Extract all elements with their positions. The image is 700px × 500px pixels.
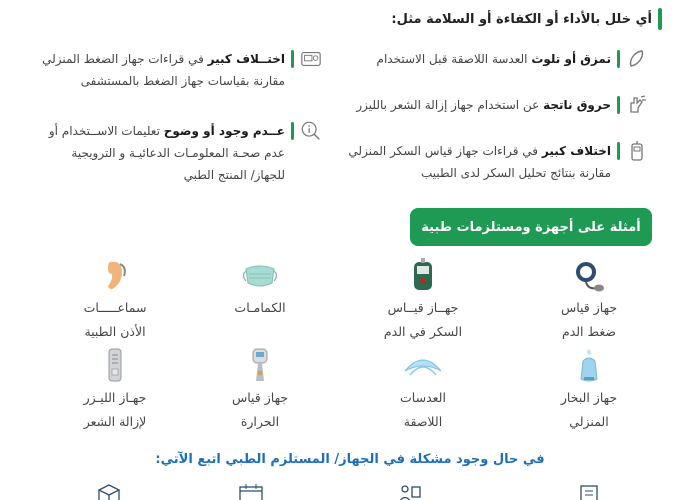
lens-device-icon bbox=[368, 346, 478, 386]
device-hearing-aid bbox=[60, 256, 170, 344]
device-thermometer bbox=[205, 346, 315, 434]
box-icon bbox=[96, 484, 122, 500]
follow-steps-text: في حال وجود مشكلة في الجهاز/ المستلزم الطبي اتبع الآتي: bbox=[155, 452, 545, 467]
issue-text: اختلاف كبير في قراءات جهاز قياس السكر المنزلي مقارنة بنتائج تحليل السكر لدى الطبيب bbox=[348, 144, 611, 180]
issue-glucose-reading bbox=[348, 140, 648, 184]
device-label: الحرارة bbox=[240, 414, 280, 429]
issue-bar bbox=[617, 142, 620, 160]
device-masks bbox=[205, 256, 315, 320]
device-label: جهـاز الليـزر bbox=[83, 390, 147, 405]
device-label: السكر في الدم bbox=[383, 324, 463, 339]
device-label: ضغط الدم bbox=[561, 324, 617, 339]
hand-laser-icon bbox=[626, 94, 648, 116]
thermometer-icon bbox=[205, 346, 315, 386]
device-label: جهاز البخار bbox=[560, 390, 618, 405]
document-icon bbox=[576, 484, 602, 500]
issue-text: عــدم وجود أو وضوح تعليمات الاســتخدام أو عدم صحـة المعلومـات الدعائيـة و الترويجية للجهاز/ المنتج الطبي bbox=[48, 124, 285, 182]
issue-missing-instructions bbox=[49, 120, 322, 186]
bp-device-icon bbox=[534, 256, 644, 296]
device-laser bbox=[60, 346, 170, 434]
device-label: جهاز قياس bbox=[231, 390, 289, 405]
examples-title-pill: أمثلة على أجهزة ومستلزمات طبية bbox=[410, 208, 652, 246]
issue-bar bbox=[617, 96, 620, 114]
calendar-icon bbox=[238, 484, 264, 500]
device-bp-monitor bbox=[534, 256, 644, 344]
issue-bar bbox=[291, 50, 294, 68]
laser-device-icon bbox=[60, 346, 170, 386]
device-label: المنزلي bbox=[569, 414, 609, 429]
issue-bar bbox=[291, 122, 294, 140]
issue-text: حروق ناتجة عن استخدام جهاز إزالة الشعر بالليزر bbox=[356, 98, 611, 112]
issue-bar bbox=[617, 50, 620, 68]
issue-text: تمزق أو تلوث العدسة اللاصقة قبل الاستخدام bbox=[376, 52, 611, 66]
device-label: اللاصقة bbox=[403, 414, 443, 429]
section-heading bbox=[391, 8, 662, 30]
device-label: الأذن الطبية bbox=[84, 324, 146, 339]
device-label: جهــاز قيــاس bbox=[387, 300, 459, 315]
issue-bp-reading bbox=[42, 48, 322, 92]
issue-lens-tear bbox=[377, 48, 648, 70]
glucometer-icon bbox=[626, 140, 648, 162]
bp-monitor-icon bbox=[300, 48, 322, 70]
heading-accent-bar bbox=[658, 8, 662, 30]
device-label: العدسات bbox=[400, 390, 446, 405]
device-label: سماعـــــات bbox=[83, 300, 147, 315]
person-device-icon bbox=[396, 484, 422, 500]
device-label: لإزالة الشعر bbox=[83, 414, 147, 429]
device-label: جهاز قياس bbox=[560, 300, 618, 315]
issue-text: اختــلاف كبير في قراءات جهاز الضغط المنزلي مقارنة بقياسات جهاز الضغط بالمستشفى bbox=[42, 52, 285, 88]
mask-device-icon bbox=[205, 256, 315, 296]
glucometer-device-icon bbox=[368, 256, 478, 296]
issue-laser-burn bbox=[356, 94, 648, 116]
device-contact-lenses bbox=[368, 346, 478, 434]
heading-text: أي خلل بالأداء أو الكفاءة أو السلامة مثل: bbox=[391, 11, 652, 27]
device-glucometer bbox=[368, 256, 478, 344]
info-magnifier-icon bbox=[300, 120, 322, 142]
contact-lens-icon bbox=[626, 48, 648, 70]
device-label: الكمامـات bbox=[234, 300, 286, 315]
device-humidifier bbox=[534, 346, 644, 434]
humidifier-icon bbox=[534, 346, 644, 386]
hearing-aid-icon bbox=[60, 256, 170, 296]
